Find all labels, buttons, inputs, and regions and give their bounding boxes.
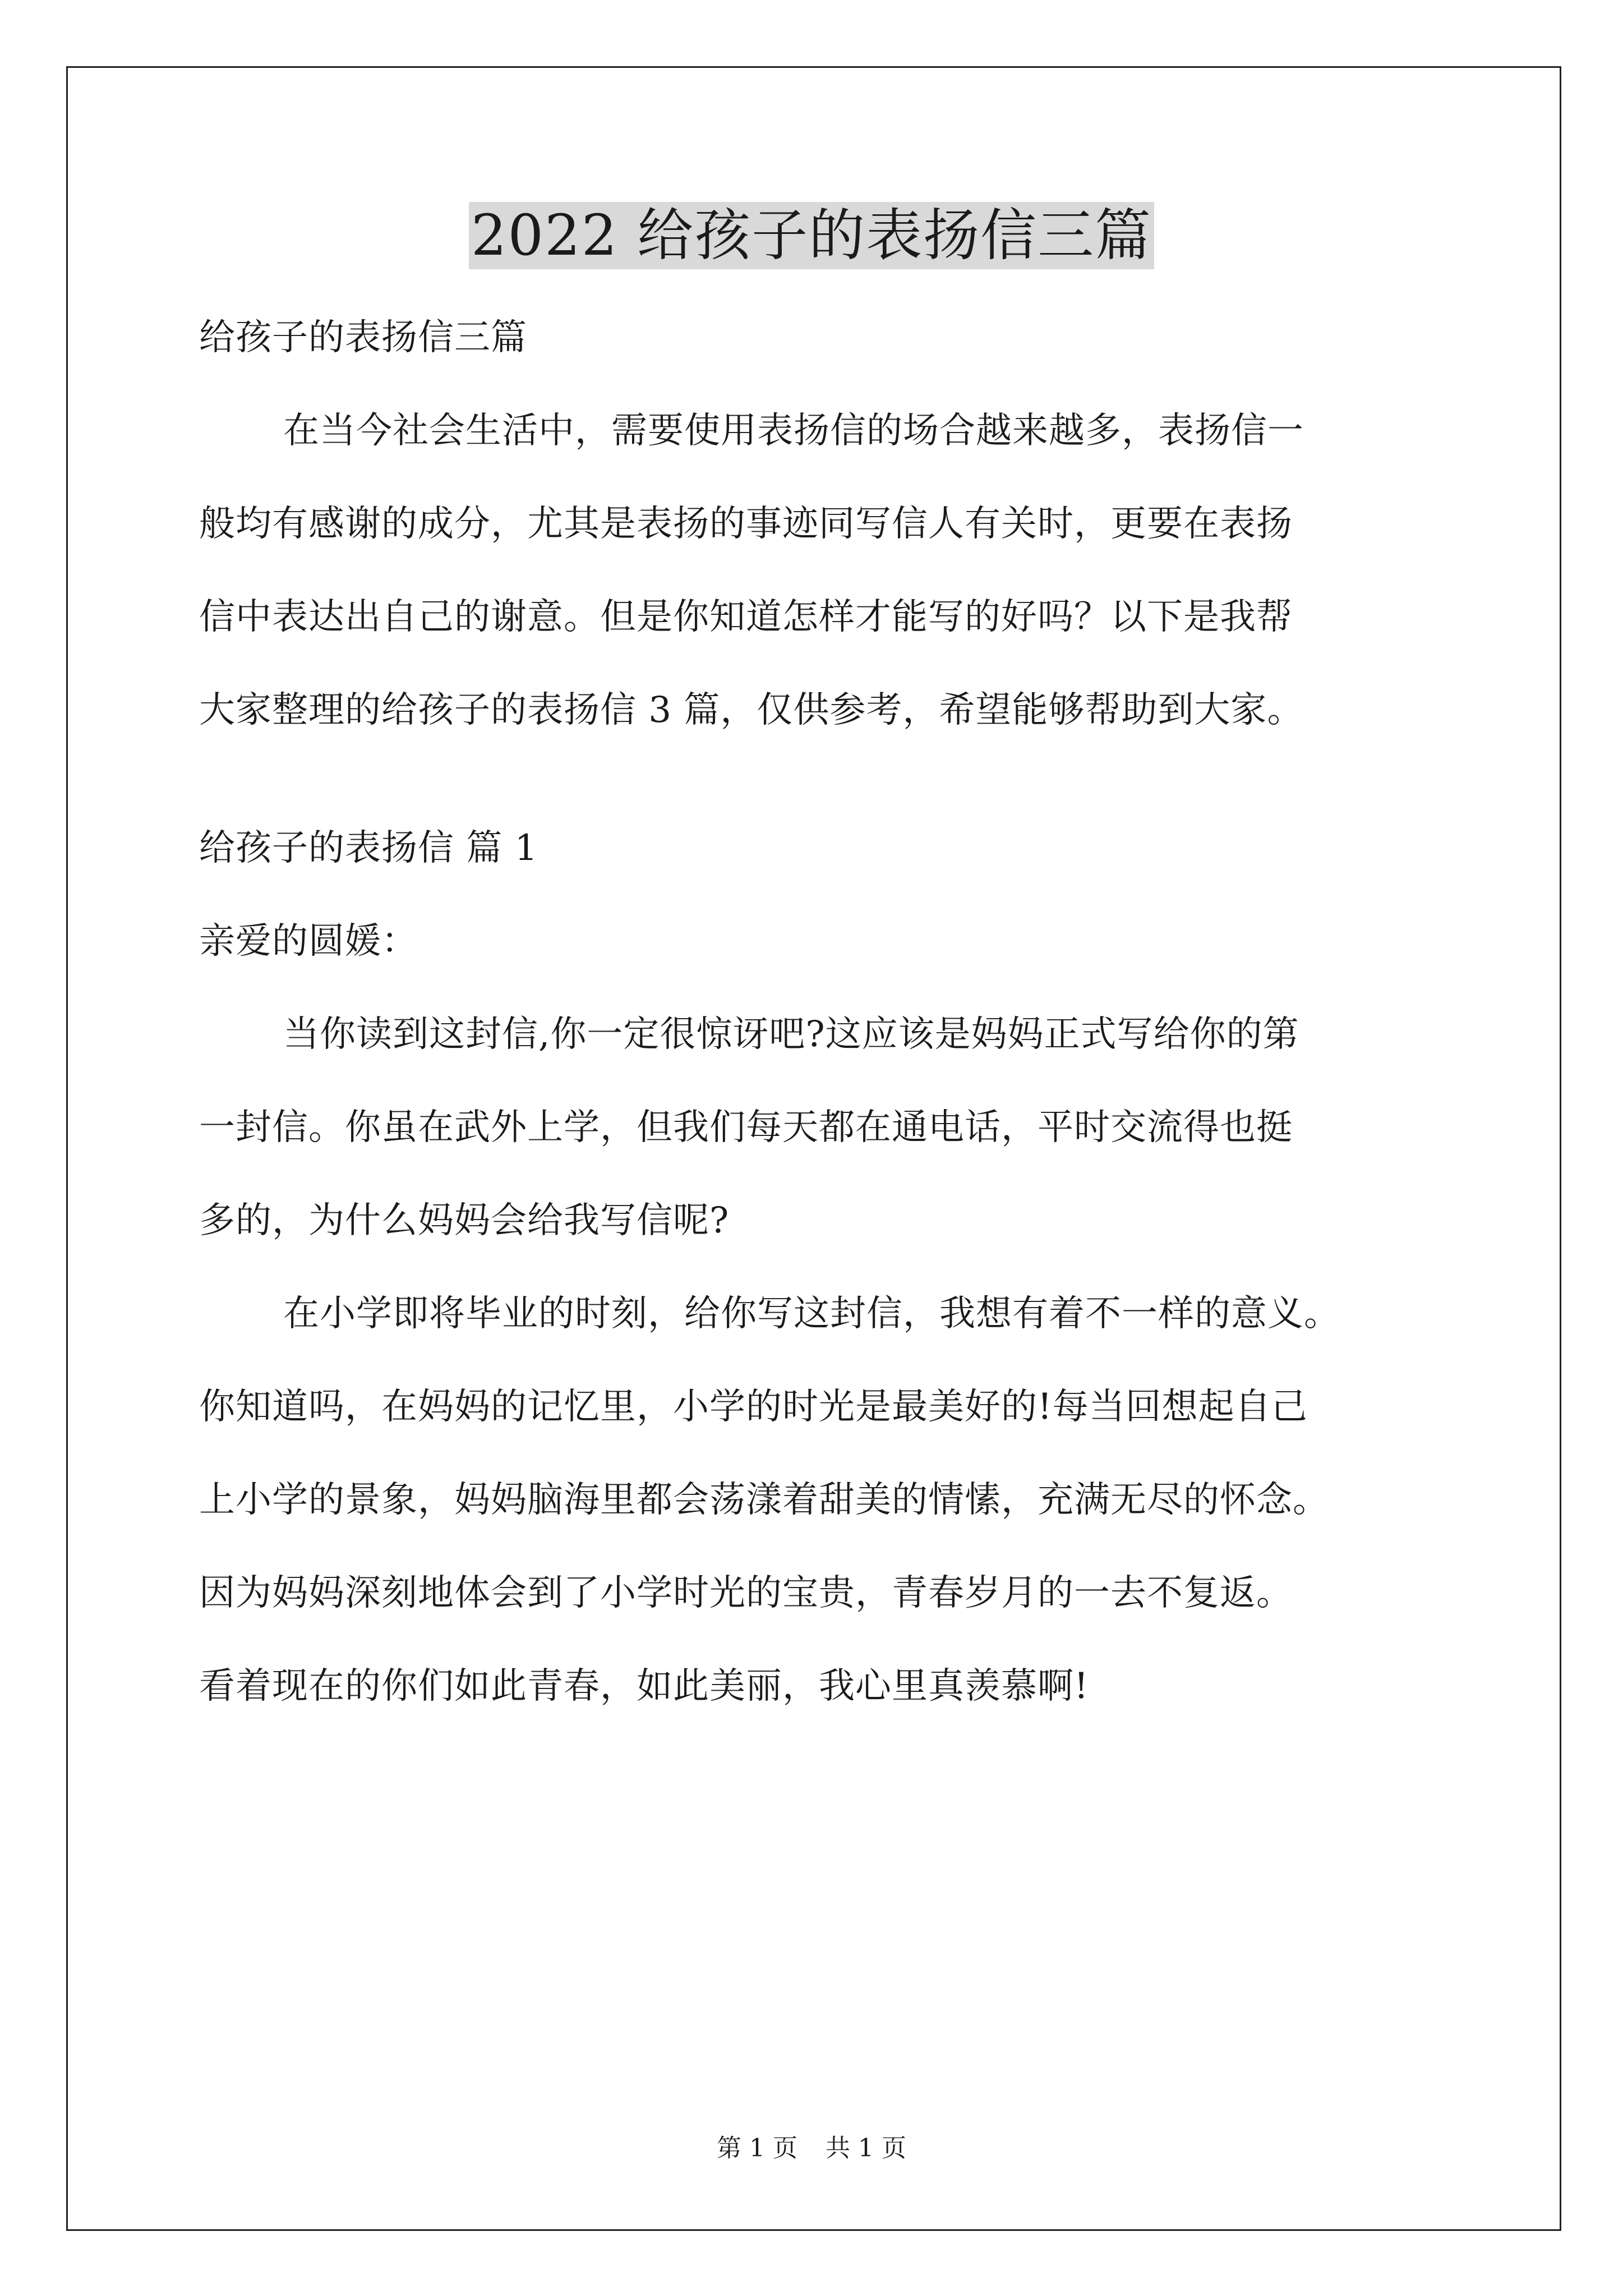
paragraph-line: 看着现在的你们如此青春，如此美丽，我心里真羡慕啊! — [199, 1665, 1089, 1707]
document-subtitle: 给孩子的表扬信三篇 — [199, 317, 527, 358]
page-footer — [0, 2132, 1623, 2165]
intro-line: 信中表达出自己的谢意。但是你知道怎样才能写的好吗？以下是我帮 — [199, 596, 1293, 638]
document-title: 2022 给孩子的表扬信三篇 — [469, 202, 1154, 269]
paragraph-line: 在小学即将毕业的时刻，给你写这封信，我想有着不一样的意义。 — [283, 1293, 1340, 1335]
paragraph-line: 你知道吗，在妈妈的记忆里，小学的时光是最美好的!每当回想起自己 — [199, 1386, 1308, 1428]
paragraph-line: 因为妈妈深刻地体会到了小学时光的宝贵，青春岁月的一去不复返。 — [199, 1572, 1293, 1614]
document-body — [199, 310, 1433, 1751]
paragraph-line: 上小学的景象，妈妈脑海里都会荡漾着甜美的情愫，充满无尽的怀念。 — [199, 1479, 1329, 1521]
page-number: 第 1 页 — [717, 2134, 797, 2162]
title-container — [0, 202, 1623, 269]
paragraph-line: 一封信。你虽在武外上学，但我们每天都在通电话，平时交流得也挺 — [199, 1107, 1293, 1148]
paragraph-line: 多的，为什么妈妈会给我写信呢? — [199, 1200, 730, 1241]
paragraph-line: 当你读到这封信,你一定很惊讶吧?这应该是妈妈正式写给你的第 — [283, 1014, 1299, 1055]
intro-line: 在当今社会生活中，需要使用表扬信的场合越来越多，表扬信一 — [283, 410, 1304, 452]
intro-line: 大家整理的给孩子的表扬信 3 篇，仅供参考，希望能够帮助到大家。 — [199, 689, 1304, 731]
section-spacer — [199, 775, 1433, 820]
section-heading: 给孩子的表扬信 篇 1 — [199, 827, 538, 869]
letter-greeting: 亲爱的圆媛： — [199, 921, 418, 962]
intro-line: 般均有感谢的成分，尤其是表扬的事迹同写信人有关时，更要在表扬 — [199, 503, 1293, 545]
page-total: 共 1 页 — [826, 2134, 906, 2162]
